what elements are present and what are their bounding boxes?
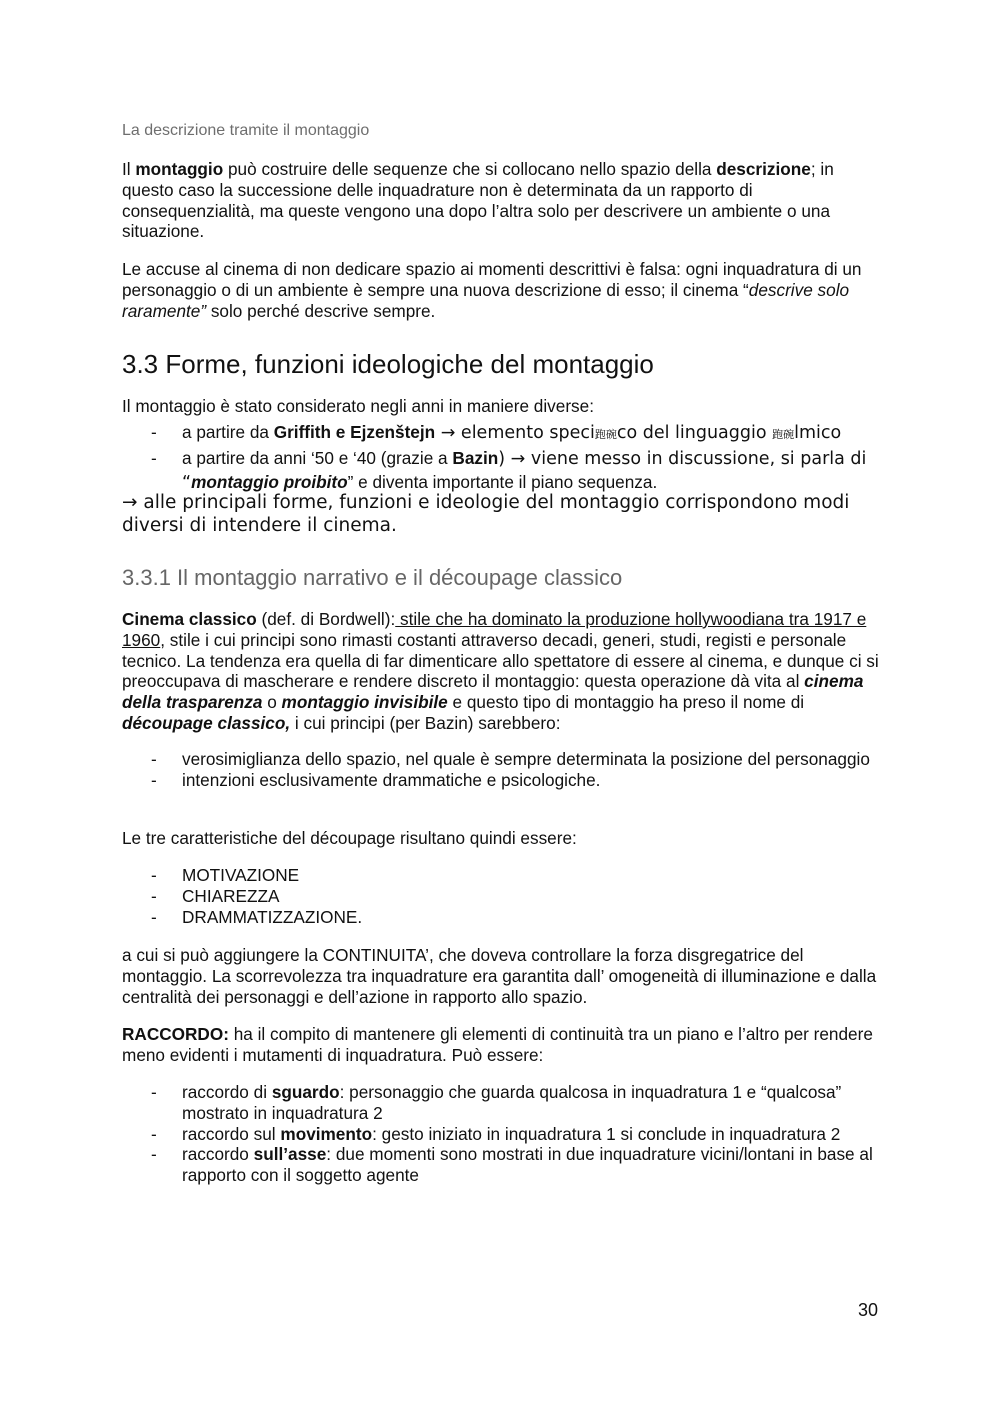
- list-3-3: [122, 420, 882, 495]
- list-item: - verosimiglianza dello spazio, nel quale è sempre determinata la posizione del personaggio: [122, 749, 882, 770]
- section-heading-3-3-1: 3.3.1 Il montaggio narrativo e il découpage classico: [122, 565, 623, 590]
- list-item: - intenzioni esclusivamente drammatiche e psicologiche.: [122, 770, 882, 791]
- list-item: - CHIAREZZA: [122, 886, 882, 907]
- list-item: - raccordo sull’asse: due momenti sono mostrati in due inquadrature vicini/lontani in base al rapporto con il soggetto agente: [122, 1144, 882, 1186]
- list-item: - raccordo sul movimento: gesto iniziato in inquadratura 1 si conclude in inquadratura 2: [122, 1124, 882, 1145]
- list-principi: [122, 749, 882, 791]
- paragraph-raccordo: RACCORDO: ha il compito di mantenere gli elementi di continuità tra un piano e l’altro per rendere meno evidenti i mutamenti di inquadratura. Può essere:: [122, 1024, 873, 1065]
- caratteristiche-intro: Le tre caratteristiche del découpage risultano quindi essere:: [122, 828, 577, 848]
- list-item: - MOTIVAZIONE: [122, 865, 882, 886]
- paragraph-accuse: Le accuse al cinema di non dedicare spazio ai momenti descrittivi è falsa: ogni inquadratura di un personaggio o di un ambiente è sempre una nuova descrizione di esso; il cinema “descrive solo raramente” solo perché descrive sempre.: [122, 259, 862, 321]
- list-item: - a partire da Griffith e Ejzenštejn → elemento speci跑碗co del linguaggio 跑碗lmico: [122, 420, 882, 447]
- arrow-note: → alle principali forme, funzioni e ideologie del montaggio corrispondono modi diversi di intendere il cinema.: [122, 492, 850, 536]
- paragraph-cinema-classico: Cinema classico (def. di Bordwell): stile che ha dominato la produzione hollywoodiana tra 1917 e 1960, stile i cui principi sono rimasti costanti attraverso decadi, generi, studi, registi e personale tecnico. La tendenza era quella di far dimenticare allo spettatore di essere al cinema, e dunque ci si preoccupava di mascherare e rendere discreto il montaggio: questa operazione dà vita al cinema della trasparenza o montaggio invisibile e questo tipo di montaggio ha preso il nome di découpage classico, i cui principi (per Bazin) sarebbero:: [122, 609, 879, 733]
- paragraph-continuita: a cui si può aggiungere la CONTINUITA’, che doveva controllare la forza disgregatrice del montaggio. La scorrevolezza tra inquadrature era garantita dall’ omogeneità di illuminazione e dalla centralità dei personaggi e dell’azione in rapporto allo spazio.: [122, 945, 877, 1007]
- list-caratteristiche: [122, 865, 882, 927]
- list-item: - raccordo di sguardo: personaggio che guarda qualcosa in inquadratura 1 e “qualcosa” mostrato in inquadratura 2: [122, 1082, 882, 1124]
- subsection-title: La descrizione tramite il montaggio: [122, 122, 370, 139]
- intro-3-3: Il montaggio è stato considerato negli anni in maniere diverse:: [122, 396, 594, 416]
- section-heading-3-3: 3.3 Forme, funzioni ideologiche del montaggio: [122, 349, 654, 379]
- list-item: - a partire da anni ‘50 e ‘40 (grazie a Bazin) → viene messo in discussione, si parla di “montaggio proibito” e diventa importante il piano sequenza.: [122, 447, 882, 495]
- page-number: 30: [858, 1300, 879, 1320]
- paragraph-montaggio-descrizione: Il montaggio può costruire delle sequenze che si collocano nello spazio della descrizione; in questo caso la successione delle inquadrature non è determinata da un rapporto di consequenzialità, ma queste vengono una dopo l’altra solo per descrivere un ambiente o una situazione.: [122, 159, 834, 242]
- list-item: - DRAMMATIZZAZIONE.: [122, 907, 882, 928]
- list-raccordi: [122, 1082, 882, 1186]
